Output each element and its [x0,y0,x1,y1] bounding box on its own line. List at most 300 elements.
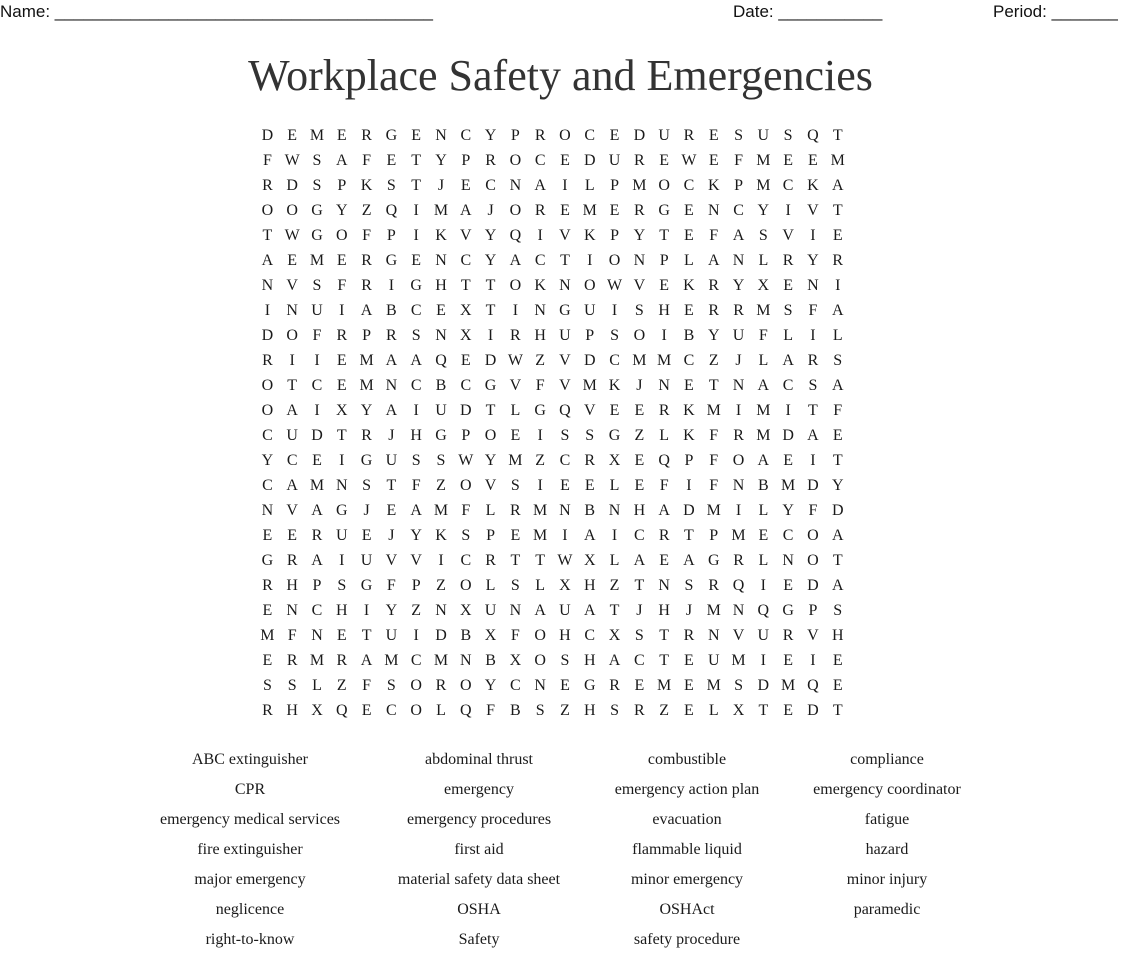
grid-letter: A [683,551,695,569]
grid-row [255,698,875,723]
word-bank-row [0,781,1121,811]
grid-letter: E [560,676,570,694]
grid-row [255,198,875,223]
grid-row [255,498,875,523]
grid-letter: T [659,626,670,644]
grid-letter: T [832,701,843,719]
period-field: Period: _______ [993,2,1118,21]
grid-letter: P [312,576,322,594]
grid-letter: E [312,451,322,469]
grid-letter: E [560,201,570,219]
grid-letter: Q [336,701,348,719]
grid-letter: T [411,151,422,169]
grid-row [255,573,875,598]
grid-letter: V [782,226,794,244]
grid-letter: J [735,351,742,369]
grid-letter: M [359,351,374,369]
grid-letter: E [832,426,843,444]
grid-letter: T [832,126,843,144]
grid-letter: H [534,326,546,344]
grid-letter: Y [707,326,720,344]
grid-letter: A [509,251,522,269]
grid-letter: C [311,601,323,619]
grid-letter: C [534,151,546,169]
grid-letter: C [683,176,695,194]
grid-letter: N [509,601,522,619]
grid-letter: T [684,526,694,544]
grid-letter: I [314,351,320,369]
grid-letter: L [708,701,719,719]
grid-letter: M [781,476,796,494]
grid-letter: R [683,626,695,644]
grid-letter: M [781,676,796,694]
grid-letter: M [582,201,597,219]
grid-letter: R [534,201,546,219]
word-bank-item: right-to-know [205,931,295,948]
word-bank-item: minor injury [846,871,928,888]
grid-letter: D [261,126,274,144]
grid-letter: M [359,376,374,394]
grid-letter: X [608,451,621,469]
grid-letter: U [385,626,398,644]
grid-letter: U [311,301,323,319]
grid-letter: I [587,251,593,269]
grid-letter: I [339,551,345,569]
grid-letter: N [782,551,794,569]
grid-letter: D [484,351,497,369]
grid-letter: X [559,576,571,594]
grid-letter: V [732,626,745,644]
grid-letter: C [584,126,596,144]
grid-letter: Z [336,676,347,694]
grid-letter: A [633,551,646,569]
grid-letter: C [609,351,620,369]
grid-letter: J [388,526,395,544]
grid-letter: O [459,676,472,694]
grid-row [255,448,875,473]
grid-letter: F [709,476,719,494]
grid-letter: O [807,526,819,544]
grid-letter: T [708,376,719,394]
grid-letter: L [485,576,496,594]
grid-row [255,423,875,448]
word-bank-item: flammable liquid [632,841,742,858]
grid-letter: J [636,601,643,619]
grid-letter: A [385,351,398,369]
grid-letter: E [262,651,273,669]
word-bank-row [0,811,1121,841]
grid-letter: C [460,376,472,394]
grid-letter: M [657,351,672,369]
grid-letter: L [485,501,496,519]
grid-letter: I [512,301,519,319]
grid-letter: Z [436,576,446,594]
grid-letter: C [386,701,397,719]
grid-letter: D [831,501,844,519]
grid-letter: S [833,601,843,619]
grid-letter: G [385,126,398,144]
grid-letter: M [309,251,325,269]
grid-letter: R [683,126,695,144]
grid-letter: T [659,226,670,244]
grid-letter: R [658,401,670,419]
word-bank-item: compliance [850,751,924,768]
word-bank-item: emergency procedures [406,811,552,828]
grid-letter: Y [484,251,497,269]
grid-row [255,648,875,673]
grid-letter: A [336,151,348,169]
grid-letter: A [807,426,819,444]
grid-letter: S [436,451,446,469]
grid-letter: I [611,526,618,544]
grid-letter: F [312,326,322,344]
grid-letter: V [807,201,819,219]
grid-letter: J [487,201,494,219]
grid-letter: G [782,601,794,619]
grid-letter: M [756,176,771,194]
grid-letter: N [311,626,323,644]
grid-letter: S [337,576,347,594]
grid-letter: I [264,301,271,319]
grid-letter: M [309,126,325,144]
grid-letter: G [311,226,323,244]
grid-letter: S [535,701,545,719]
grid-letter: U [658,126,670,144]
grid-letter: A [831,376,844,394]
grid-row [255,273,875,298]
grid-letter: Z [659,701,670,719]
grid-letter: V [559,376,571,394]
grid-letter: I [810,451,816,469]
grid-letter: I [686,476,692,494]
grid-letter: S [411,326,421,344]
grid-letter: U [484,601,497,619]
grid-letter: I [810,326,816,344]
word-bank-item: evacuation [652,811,722,828]
grid-letter: E [336,351,347,369]
grid-letter: N [658,576,670,594]
grid-letter: X [608,626,621,644]
grid-letter: S [610,326,619,344]
grid-letter: P [709,526,719,544]
grid-letter: U [336,526,348,544]
grid-letter: Y [484,126,497,144]
grid-letter: H [633,501,646,519]
grid-letter: T [560,251,570,269]
grid-letter: I [339,451,345,469]
grid-letter: X [732,701,745,719]
grid-letter: A [757,376,770,394]
grid-letter: E [783,276,794,294]
grid-letter: R [262,176,273,194]
grid-letter: O [410,676,422,694]
grid-letter: T [832,551,843,569]
grid-letter: K [608,376,621,394]
grid-letter: D [807,476,819,494]
grid-letter: Y [360,401,373,419]
grid-letter: I [735,501,742,519]
grid-letter: F [709,226,719,244]
grid-letter: L [609,476,620,494]
grid-letter: M [756,301,771,319]
word-bank-row [0,871,1121,901]
grid-letter: I [785,401,791,419]
grid-letter: S [312,151,322,169]
grid-letter: I [339,301,345,319]
grid-letter: M [260,626,275,644]
grid-letter: N [286,601,298,619]
grid-letter: Q [732,576,745,594]
grid-letter: E [609,201,620,219]
grid-letter: R [485,151,496,169]
grid-letter: I [388,276,395,294]
grid-letter: A [385,401,398,419]
grid-letter: O [261,201,274,219]
grid-letter: F [808,501,818,519]
grid-letter: A [831,576,844,594]
grid-row [255,473,875,498]
grid-row [255,398,875,423]
grid-letter: O [583,276,596,294]
grid-letter: V [459,226,472,244]
grid-letter: S [634,301,644,319]
grid-letter: O [534,626,546,644]
grid-letter: N [707,626,720,644]
grid-letter: N [286,301,298,319]
grid-letter: E [361,701,372,719]
grid-letter: I [537,476,543,494]
grid-letter: S [734,676,743,694]
grid-letter: Y [385,601,398,619]
grid-letter: R [435,676,447,694]
grid-letter: E [287,126,298,144]
grid-letter: M [632,351,647,369]
grid-row [255,298,875,323]
grid-letter: L [684,251,694,269]
grid-letter: S [783,301,793,319]
grid-letter: L [659,426,670,444]
grid-letter: P [461,426,471,444]
grid-letter: C [262,476,273,494]
grid-letter: S [461,526,471,544]
grid-letter: A [831,526,844,544]
grid-letter: S [411,451,421,469]
grid-letter: O [459,476,472,494]
grid-letter: I [413,201,419,219]
grid-letter: C [782,526,794,544]
grid-letter: T [262,226,273,244]
grid-letter: R [733,551,744,569]
grid-letter: U [385,451,398,469]
grid-letter: V [559,226,571,244]
grid-letter: G [385,251,398,269]
grid-letter: R [658,526,670,544]
grid-letter: Z [411,601,422,619]
grid-letter: H [336,601,348,619]
grid-letter: D [435,626,447,644]
grid-letter: J [636,376,643,394]
grid-letter: S [783,126,793,144]
grid-letter: R [361,276,372,294]
word-bank-row [0,751,1121,781]
grid-letter: C [410,651,422,669]
grid-letter: K [360,176,373,194]
grid-letter: O [633,326,646,344]
grid-letter: N [261,276,274,294]
grid-letter: O [534,651,546,669]
grid-letter: E [436,301,446,319]
grid-letter: L [758,351,769,369]
grid-letter: C [634,651,645,669]
grid-letter: W [507,351,523,369]
grid-letter: T [832,201,843,219]
grid-letter: L [758,551,769,569]
grid-letter: A [410,501,422,519]
grid-letter: A [534,601,546,619]
grid-letter: S [585,426,595,444]
grid-letter: Z [535,351,546,369]
grid-letter: C [510,676,521,694]
grid-letter: M [309,476,325,494]
grid-letter: E [832,651,843,669]
grid-letter: C [262,426,273,444]
grid-letter: G [336,501,348,519]
grid-letter: D [286,176,298,194]
grid-letter: D [583,151,596,169]
grid-letter: C [311,376,323,394]
grid-letter: T [386,476,397,494]
grid-letter: N [385,376,398,394]
grid-letter: E [634,401,645,419]
grid-letter: Y [831,476,844,494]
word-bank-item: hazard [865,841,909,858]
word-bank-item: emergency [444,781,514,798]
grid-letter: T [361,626,372,644]
grid-letter: Y [732,276,745,294]
grid-letter: O [336,226,348,244]
grid-letter: P [411,576,421,594]
grid-letter: E [808,151,818,169]
grid-letter: S [734,126,743,144]
grid-letter: S [610,701,619,719]
grid-letter: N [261,501,274,519]
grid-letter: A [583,526,596,544]
grid-letter: O [509,276,522,294]
grid-letter: E [832,226,843,244]
grid-letter: U [435,401,447,419]
grid-letter: D [261,326,274,344]
grid-letter: E [659,151,670,169]
grid-letter: M [756,151,771,169]
grid-letter: Y [757,201,770,219]
grid-letter: G [559,301,571,319]
grid-letter: A [261,251,274,269]
grid-letter: Q [807,676,819,694]
grid-letter: K [683,276,695,294]
grid-letter: L [609,551,620,569]
grid-letter: U [360,551,373,569]
grid-letter: A [410,351,422,369]
grid-letter: T [832,451,843,469]
grid-letter: O [459,576,472,594]
grid-letter: B [683,326,695,344]
grid-letter: N [435,601,447,619]
word-bank-item: OSHAct [659,901,715,918]
grid-letter: Y [782,501,794,519]
grid-letter: W [284,151,300,169]
grid-letter: Y [336,201,348,219]
grid-letter: F [535,376,545,394]
grid-letter: P [486,526,496,544]
grid-letter: F [758,326,768,344]
grid-letter: F [461,501,471,519]
grid-letter: A [658,501,670,519]
grid-letter: B [460,626,472,644]
grid-letter: E [758,526,769,544]
grid-letter: D [782,426,794,444]
grid-letter: I [735,401,742,419]
grid-letter: A [459,201,472,219]
grid-letter: M [533,526,548,544]
grid-letter: N [732,251,745,269]
grid-letter: H [583,701,596,719]
grid-letter: C [485,176,496,194]
grid-letter: N [509,176,522,194]
grid-letter: L [832,326,843,344]
grid-letter: N [732,476,745,494]
grid-letter: F [362,676,372,694]
grid-letter: Q [559,401,571,419]
grid-letter: F [510,626,520,644]
grid-letter: Z [609,576,620,594]
grid-letter: A [831,176,844,194]
grid-letter: C [782,176,794,194]
grid-letter: R [311,526,323,544]
grid-letter: P [386,226,396,244]
grid-letter: S [386,676,396,694]
grid-letter: Z [361,201,372,219]
name-field: Name: ________________________________________ [0,2,433,21]
grid-letter: V [286,276,298,294]
grid-letter: P [808,601,818,619]
grid-letter: E [684,201,694,219]
grid-letter: V [807,626,819,644]
grid-letter: G [534,401,546,419]
word-bank-item: abdominal thrust [425,751,533,768]
grid-letter: S [808,376,818,394]
grid-letter: O [658,176,670,194]
grid-letter: O [608,251,621,269]
grid-letter: I [438,551,444,569]
grid-letter: A [608,651,621,669]
grid-letter: C [410,376,422,394]
grid-letter: L [312,676,322,694]
grid-letter: R [485,551,496,569]
grid-letter: N [435,126,447,144]
grid-letter: R [634,201,645,219]
word-bank-item: emergency coordinator [813,781,961,798]
grid-letter: E [634,451,645,469]
grid-letter: R [782,626,794,644]
grid-letter: D [633,126,646,144]
grid-letter: W [607,276,623,294]
grid-letter: A [757,451,770,469]
grid-letter: S [312,176,322,194]
grid-letter: T [485,276,496,294]
grid-letter: Z [634,426,645,444]
grid-letter: Y [410,526,422,544]
grid-letter: G [311,201,323,219]
